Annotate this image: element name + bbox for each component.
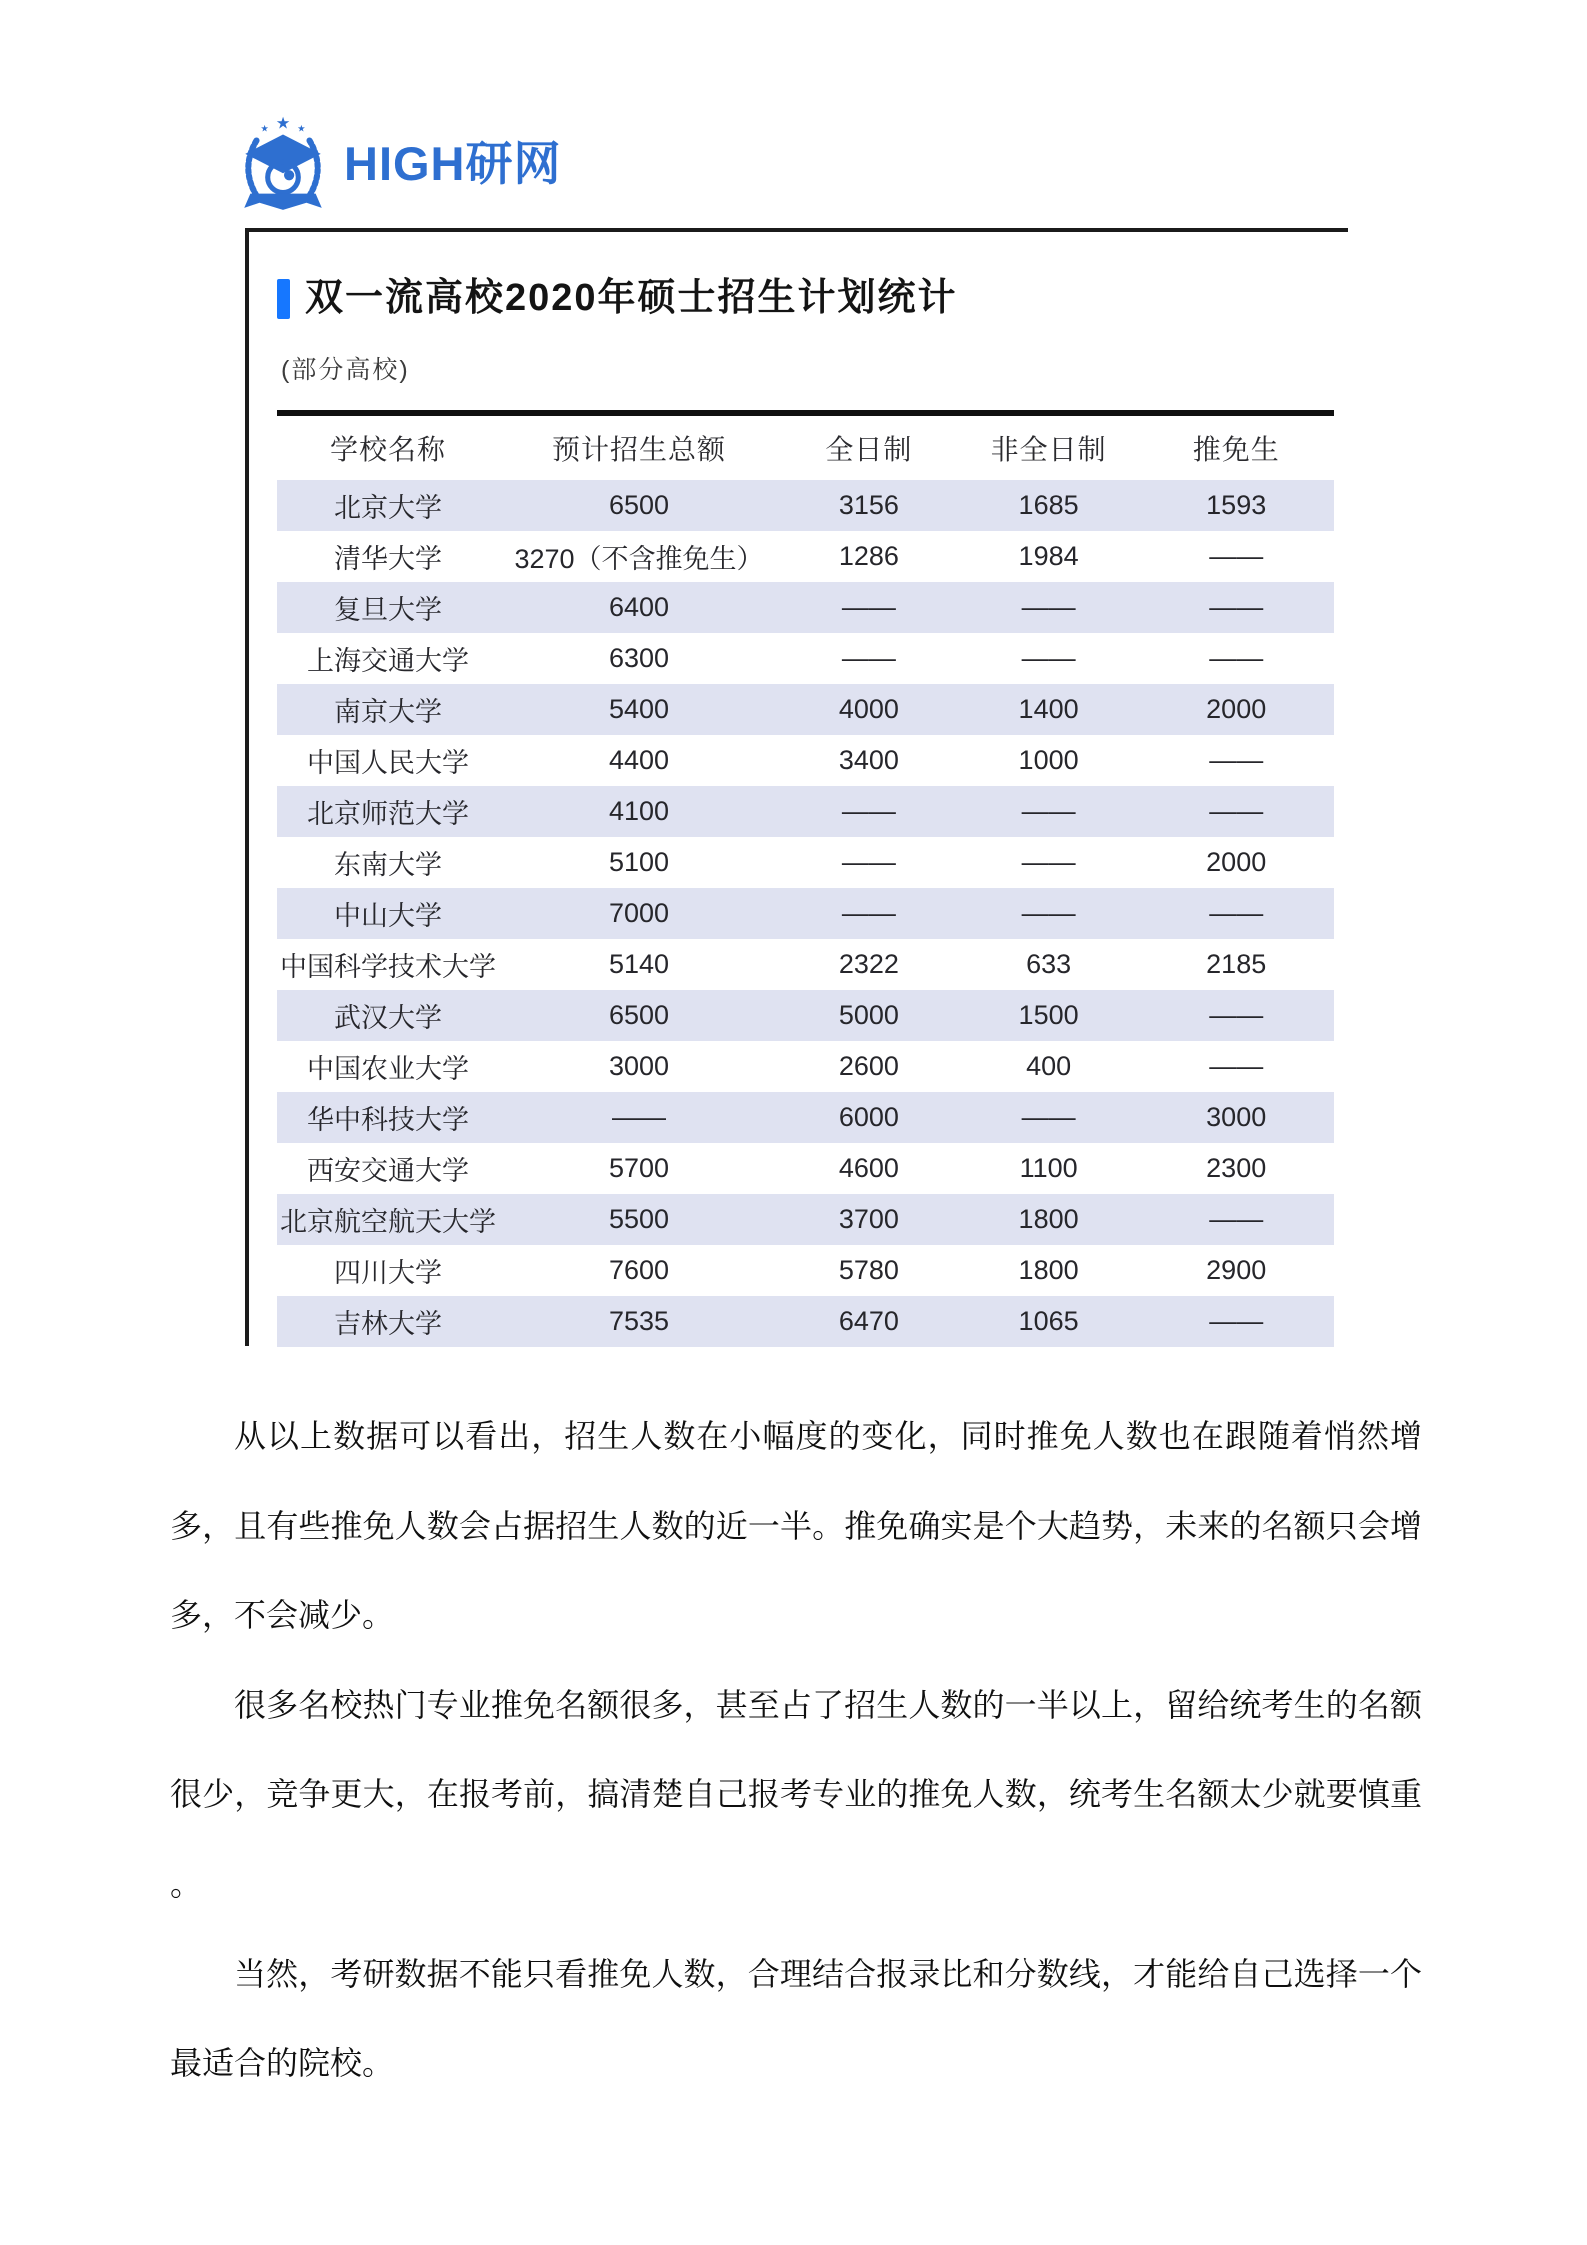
school-name: 武汉大学 [333,1002,442,1033]
cell-value: —— [841,642,896,673]
cell-value: 6300 [608,642,670,673]
cell-value: —— [841,591,896,622]
cell-value: —— [1021,897,1076,928]
school-name: 华中科技大学 [306,1104,469,1135]
table-row [277,1296,1334,1347]
cell-value: —— [1209,744,1264,775]
column-header: 预计招生总额 [552,433,727,465]
cell-value: 6470 [838,1305,899,1336]
cell-value: 1065 [1018,1305,1079,1336]
cell-value: 1400 [1018,693,1079,724]
article-paragraph: 当然，考研数据不能只看推免人数，合理结合报录比和分数线，才能给自己选择一个最适合的院校。 [170,1955,1422,2082]
cell-value: —— [1209,795,1264,826]
cell-value: 6400 [608,591,670,622]
cell-value: 4400 [608,744,670,775]
school-name: 中山大学 [333,900,442,931]
cell-value: 4600 [838,1152,899,1183]
cell-value: 1000 [1018,744,1079,775]
cell-value: 4000 [838,693,899,724]
school-name: 西安交通大学 [306,1155,469,1186]
table-row [277,939,1334,990]
school-name: 复旦大学 [333,594,442,625]
table-row [277,1143,1334,1194]
cell-value: —— [841,795,896,826]
cell-value: —— [841,897,896,928]
title-accent-bar [277,279,290,319]
logo-emblem-icon [232,112,334,214]
cell-value: 5400 [608,693,670,724]
cell-value: —— [1021,1101,1076,1132]
cell-value: 6000 [838,1101,899,1132]
table-row [277,786,1334,837]
stats-table-card [245,228,1348,1346]
school-name: 北京大学 [333,492,442,523]
table-subtitle: (部分高校) [281,355,410,384]
table-row [277,1041,1334,1092]
cell-value: —— [1209,540,1264,571]
cell-value: 3270（不含推免生） [514,543,764,574]
cell-value: —— [612,1101,667,1132]
table-body [277,480,1334,1347]
school-name: 中国科学技术大学 [279,951,496,982]
table-header-row [277,410,1334,480]
cell-value: 1593 [1206,489,1267,520]
cell-value: 2000 [1206,693,1267,724]
cell-value: 2000 [1206,846,1267,877]
table-title: 双一流高校2020年硕士招生计划统计 [305,277,958,319]
cell-value: 1800 [1018,1254,1079,1285]
school-name: 中国农业大学 [306,1053,469,1084]
school-name: 清华大学 [333,543,442,574]
article-paragraph: 从以上数据可以看出，招生人数在小幅度的变化，同时推免人数也在跟随着悄然增多，且有些推免人数会占据招生人数的近一半。推免确实是个大趋势，未来的名额只会增多，不会减少。 [170,1418,1422,1634]
article-text [170,1392,1422,2109]
svg-text:★: ★ [297,123,306,134]
cell-value: 2900 [1206,1254,1267,1285]
cell-value: —— [1209,1050,1264,1081]
cell-value: 1984 [1018,540,1079,571]
cell-value: 5780 [838,1254,899,1285]
school-name: 北京航空航天大学 [279,1206,496,1237]
table-row [277,480,1334,531]
cell-value: 5100 [608,846,670,877]
column-header: 非全日制 [990,433,1107,465]
cell-value: 2600 [838,1050,899,1081]
cell-value: 5500 [608,1203,670,1234]
cell-value: —— [1021,642,1076,673]
cell-value: 3000 [1206,1101,1267,1132]
column-header: 学校名称 [329,433,446,465]
school-name: 东南大学 [333,849,442,880]
cell-value: 2322 [838,948,899,979]
table-row [277,837,1334,888]
cell-value: 3000 [608,1050,670,1081]
cell-value: 5000 [838,999,899,1030]
cell-value: 1500 [1018,999,1079,1030]
site-logo [232,112,562,214]
cell-value: 5140 [608,948,670,979]
cell-value: 5700 [608,1152,670,1183]
logo-text: HIGH研网 [344,136,562,190]
table-row [277,990,1334,1041]
table-row [277,582,1334,633]
cell-value: —— [841,846,896,877]
school-name: 上海交通大学 [306,645,469,676]
svg-text:★: ★ [275,114,291,133]
cell-value: 2185 [1206,948,1267,979]
cell-value: 3700 [838,1203,899,1234]
cell-value: 6500 [608,999,670,1030]
cell-value: —— [1209,591,1264,622]
svg-text:★: ★ [260,123,269,134]
cell-value: —— [1209,1203,1264,1234]
cell-value: 633 [1026,948,1072,979]
card-title-row [277,278,1334,320]
cell-value: 6500 [608,489,670,520]
school-name: 四川大学 [333,1257,442,1288]
cell-value: —— [1021,846,1076,877]
table-row [277,1194,1334,1245]
school-name: 南京大学 [333,696,442,727]
school-name: 吉林大学 [333,1308,442,1339]
cell-value: —— [1021,795,1076,826]
cell-value: —— [1209,897,1264,928]
table-row [277,735,1334,786]
cell-value: 1100 [1019,1152,1078,1183]
column-header: 推免生 [1192,433,1280,465]
cell-value: —— [1209,642,1264,673]
table-row [277,888,1334,939]
cell-value: —— [1021,591,1076,622]
cell-value: 4100 [608,795,670,826]
table-row [277,1092,1334,1143]
cell-value: 400 [1026,1050,1072,1081]
table-row [277,684,1334,735]
cell-value: 1800 [1018,1203,1079,1234]
cell-value: 7600 [608,1254,670,1285]
cell-value: 7000 [608,897,670,928]
cell-value: 1286 [838,540,899,571]
cell-value: 2300 [1206,1152,1267,1183]
article-paragraph: 很多名校热门专业推免名额很多，甚至占了招生人数的一半以上，留给统考生的名额很少，竞争更大，在报考前，搞清楚自己报考专业的推免人数，统考生名额太少就要慎重 。 [170,1686,1422,1902]
cell-value: 1685 [1018,489,1079,520]
cell-value: 3400 [838,744,899,775]
school-name: 中国人民大学 [306,747,469,778]
cell-value: 7535 [608,1305,670,1336]
cell-value: —— [1209,999,1264,1030]
cell-value: 3156 [838,489,899,520]
column-header: 全日制 [825,433,913,465]
cell-value: —— [1209,1305,1264,1336]
table-row [277,633,1334,684]
table-row [277,1245,1334,1296]
table-row [277,531,1334,582]
school-name: 北京师范大学 [306,798,469,829]
